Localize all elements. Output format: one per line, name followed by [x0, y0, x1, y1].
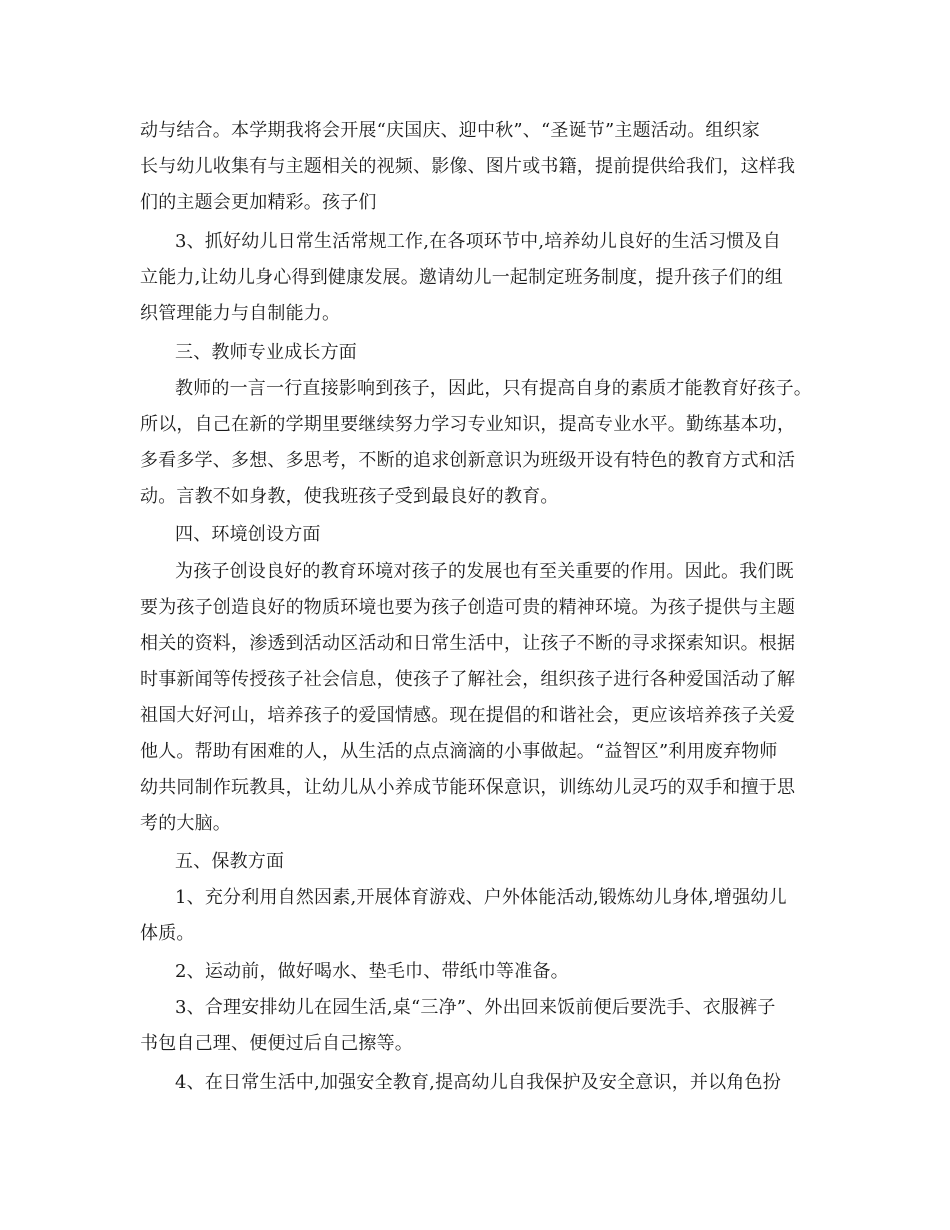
text-line: 们的主题会更加精彩。孩子们	[140, 192, 377, 213]
text-line: 动。言教不如身教，使我班孩子受到最良好的教育。	[140, 486, 559, 507]
text-line: 长与幼儿收集有与主题相关的视频、影像、图片或书籍，提前提供给我们，这样我	[140, 156, 796, 177]
text-line: 祖国大好河山，培养孩子的爱国情感。现在提倡的和谐社会，更应该培养孩子关爱	[140, 705, 796, 726]
text-line: 立能力,让幼儿身心得到健康发展。邀请幼儿一起制定班务制度，提升孩子们的组	[140, 267, 783, 288]
text-line: 幼共同制作玩教具，让幼儿从小养成节能环保意识，训练幼儿灵巧的双手和擅于思	[140, 777, 796, 798]
text-line: 织管理能力与自制能力。	[140, 303, 341, 324]
section-heading: 五、保教方面	[175, 851, 285, 872]
section-heading: 三、教师专业成长方面	[175, 342, 357, 363]
text-line: 2、运动前，做好喝水、垫毛巾、带纸巾等准备。	[175, 961, 569, 982]
text-line: 动与结合。本学期我将会开展“庆国庆、迎中秋”、“圣诞节”主题活动。组织家	[140, 120, 761, 141]
text-line: 所以，自己在新的学期里要继续努力学习专业知识，提高专业水平。勤练基本功，	[140, 414, 796, 435]
section-heading: 四、环境创设方面	[175, 524, 321, 545]
text-line: 4、在日常生活中,加强安全教育,提高幼儿自我保护及安全意识，并以角色扮	[175, 1072, 781, 1093]
text-line: 要为孩子创造良好的物质环境也要为孩子创造可贵的精神环境。为孩子提供与主题	[140, 597, 796, 618]
text-line: 1、充分利用自然因素,开展体育游戏、户外体能活动,锻炼幼儿身体,增强幼儿	[175, 887, 787, 908]
text-line: 书包自己理、便便过后自己擦等。	[140, 1033, 413, 1054]
text-line: 为孩子创设良好的教育环境对孩子的发展也有至关重要的作用。因此。我们既	[175, 561, 794, 582]
text-line: 他人。帮助有困难的人，从生活的点点滴滴的小事做起。“益智区”利用废弃物师	[140, 741, 778, 762]
text-line: 考的大脑。	[140, 813, 231, 834]
text-line: 3、合理安排幼儿在园生活,桌“三净”、外出回来饭前便后要洗手、衣服裤子	[175, 997, 776, 1018]
text-line: 时事新闻等传授孩子社会信息，使孩子了解社会，组织孩子进行各种爱国活动了解	[140, 669, 796, 690]
text-line: 相关的资料，渗透到活动区活动和日常生活中，让孩子不断的寻求探索知识。根据	[140, 633, 796, 654]
text-line: 3、抓好幼儿日常生活常规工作,在各项环节中,培养幼儿良好的生活习惯及自	[175, 231, 781, 252]
text-line: 教师的一言一行直接影响到孩子，因此，只有提高自身的素质才能教育好孩子。	[175, 378, 812, 399]
text-line: 多看多学、多想、多思考，不断的追求创新意识为班级开设有特色的教育方式和活	[140, 450, 796, 471]
text-line: 体质。	[140, 923, 195, 944]
